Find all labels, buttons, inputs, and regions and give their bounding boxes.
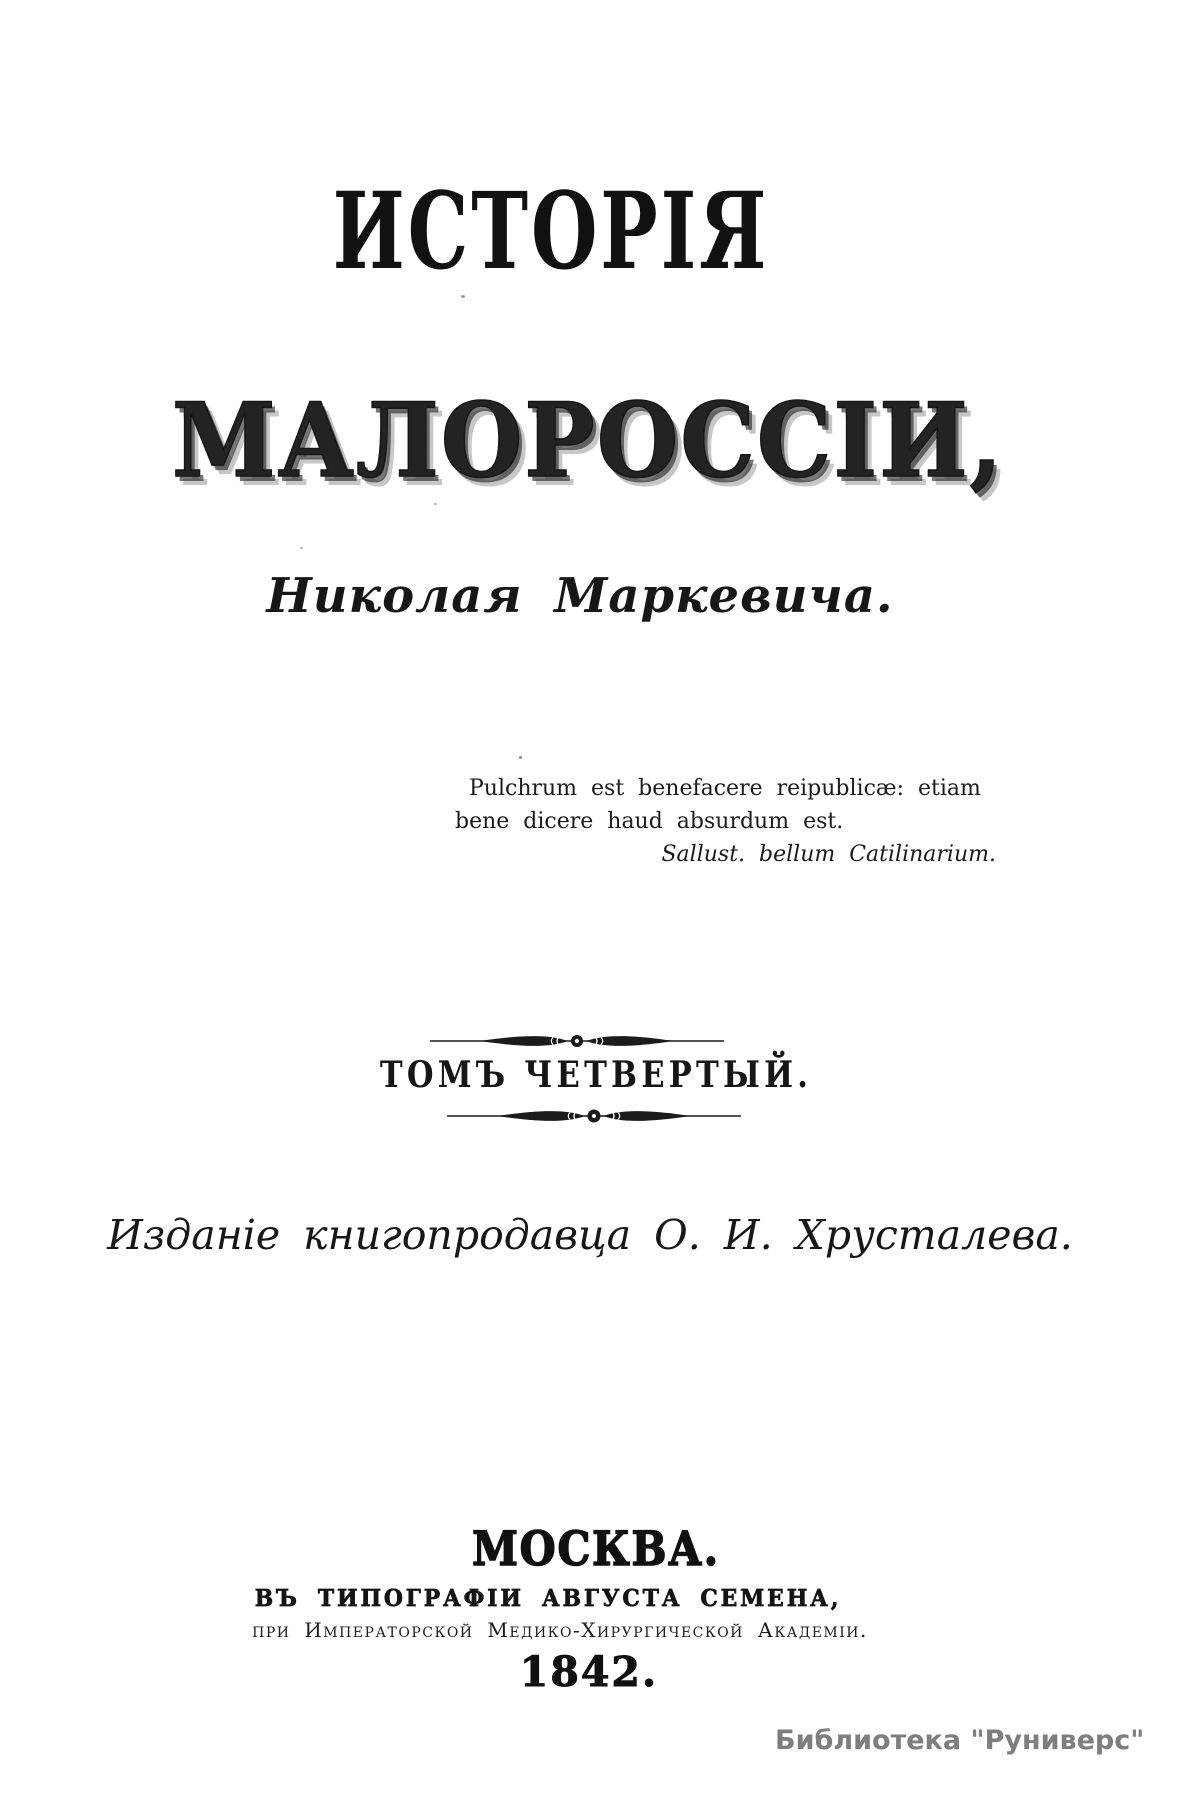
epigraph-line2: bene dicere haud absurdum est. [455, 809, 844, 834]
scan-speck [434, 503, 437, 505]
scan-speck [519, 756, 522, 759]
ornament-divider-bottom [445, 1107, 743, 1128]
spindle-rule-icon [445, 1107, 743, 1125]
library-watermark: Библиотека "Руниверс" [775, 1725, 1145, 1756]
book-title-line1: ИСТОРІЯ [332, 168, 770, 293]
edition-line: Изданіе книгопродавца О. И. Хрусталева. [107, 1211, 1073, 1259]
ornament-divider-top [428, 1032, 726, 1053]
volume-title: ТОМЪ ЧЕТВЕРТЫЙ. [379, 1054, 813, 1096]
spindle-rule-icon [428, 1032, 726, 1050]
book-title-line2: МАЛОРОССІИ, [171, 381, 1005, 501]
scan-speck [300, 547, 303, 549]
imprint-academy: при Императорской Медико-Хирургической Академіи. [252, 1618, 868, 1642]
imprint-city: МОСКВА. [472, 1522, 720, 1577]
epigraph-line1: Pulchrum est benefacere reipublicæ: etiam [469, 776, 981, 801]
imprint-printer: ВЪ ТИПОГРАФІИ АВГУСТА СЕМЕНА, [254, 1585, 842, 1612]
author-name: Николая Маркевича. [266, 568, 894, 624]
scan-speck [461, 295, 465, 298]
epigraph-block [455, 772, 1000, 871]
imprint-year: 1842. [519, 1648, 659, 1696]
epigraph-attribution: Sallust. bellum Catilinarium. [661, 842, 996, 867]
